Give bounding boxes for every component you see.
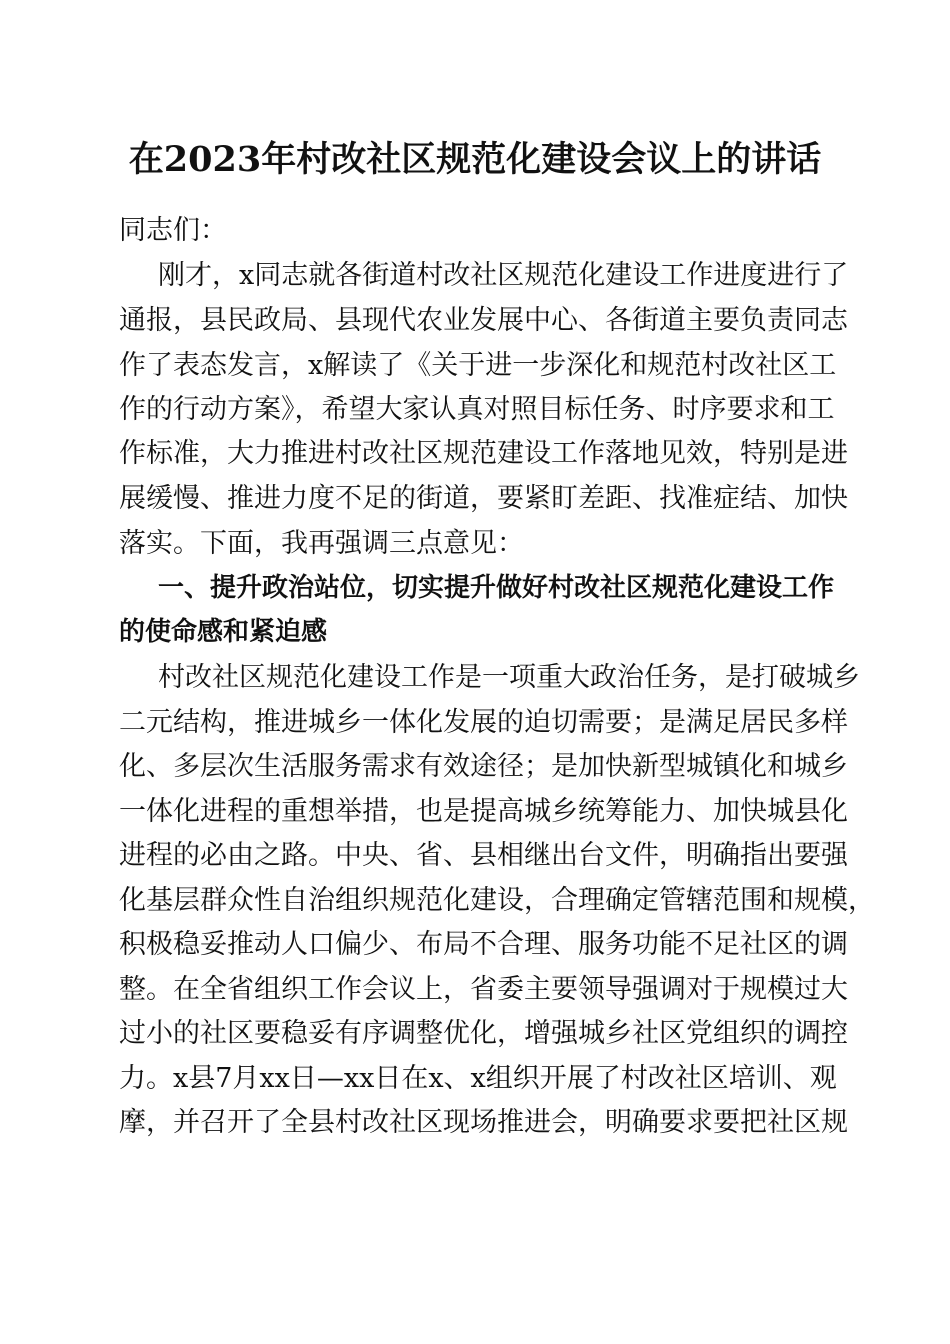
salutation: 同志们： — [119, 215, 227, 246]
paragraph-line: 化基层群众性自治组织规范化建设，合理确定管辖范围和规模， — [119, 885, 875, 916]
page-title: 在2023年村改社区规范化建设会议上的讲话 — [128, 139, 822, 180]
paragraph-line: 摩，并召开了全县村改社区现场推进会，明确要求要把社区规 — [119, 1107, 848, 1138]
paragraph-line: 一体化进程的重想举措，也是提高城乡统筹能力、加快城县化 — [119, 796, 848, 827]
paragraph-line: 积极稳妥推动人口偏少、布局不合理、服务功能不足社区的调 — [119, 929, 848, 960]
paragraph-line: 通报，县民政局、县现代农业发展中心、各街道主要负责同志 — [119, 305, 848, 336]
paragraph-line: 作了表态发言，x解读了《关于进一步深化和规范村改社区工 — [119, 350, 837, 381]
paragraph-line: 整。在全省组织工作会议上，省委主要领导强调对于规模过大 — [119, 974, 848, 1005]
paragraph-line: 展缓慢、推进力度不足的街道，要紧盯差距、找准症结、加快 — [119, 483, 848, 514]
paragraph-line: 刚才，x同志就各街道村改社区规范化建设工作进度进行了 — [158, 260, 849, 291]
paragraph-line: 作的行动方案》，希望大家认真对照目标任务、时序要求和工 — [119, 394, 835, 425]
paragraph-line: 落实。下面，我再强调三点意见： — [119, 528, 524, 559]
paragraph-line: 过小的社区要稳妥有序调整优化，增强城乡社区党组织的调控 — [119, 1018, 848, 1049]
paragraph-line: 村改社区规范化建设工作是一项重大政治任务，是打破城乡 — [158, 662, 860, 693]
paragraph-line: 力。x县7月xx日—xx日在x、x组织开展了村改社区培训、观 — [119, 1063, 837, 1094]
section-heading: 的使命感和紧迫感 — [119, 617, 328, 647]
paragraph-line: 化、多层次生活服务需求有效途径；是加快新型城镇化和城乡 — [119, 751, 848, 782]
paragraph-line: 进程的必由之路。中央、省、县相继出台文件，明确指出要强 — [119, 840, 848, 871]
paragraph-line: 二元结构，推进城乡一体化发展的迫切需要；是满足居民多样 — [119, 707, 848, 738]
paragraph-line: 作标准，大力推进村改社区规范建设工作落地见效，特别是进 — [119, 438, 848, 469]
section-heading: 一、提升政治站位，切实提升做好村改社区规范化建设工作 — [158, 573, 835, 603]
